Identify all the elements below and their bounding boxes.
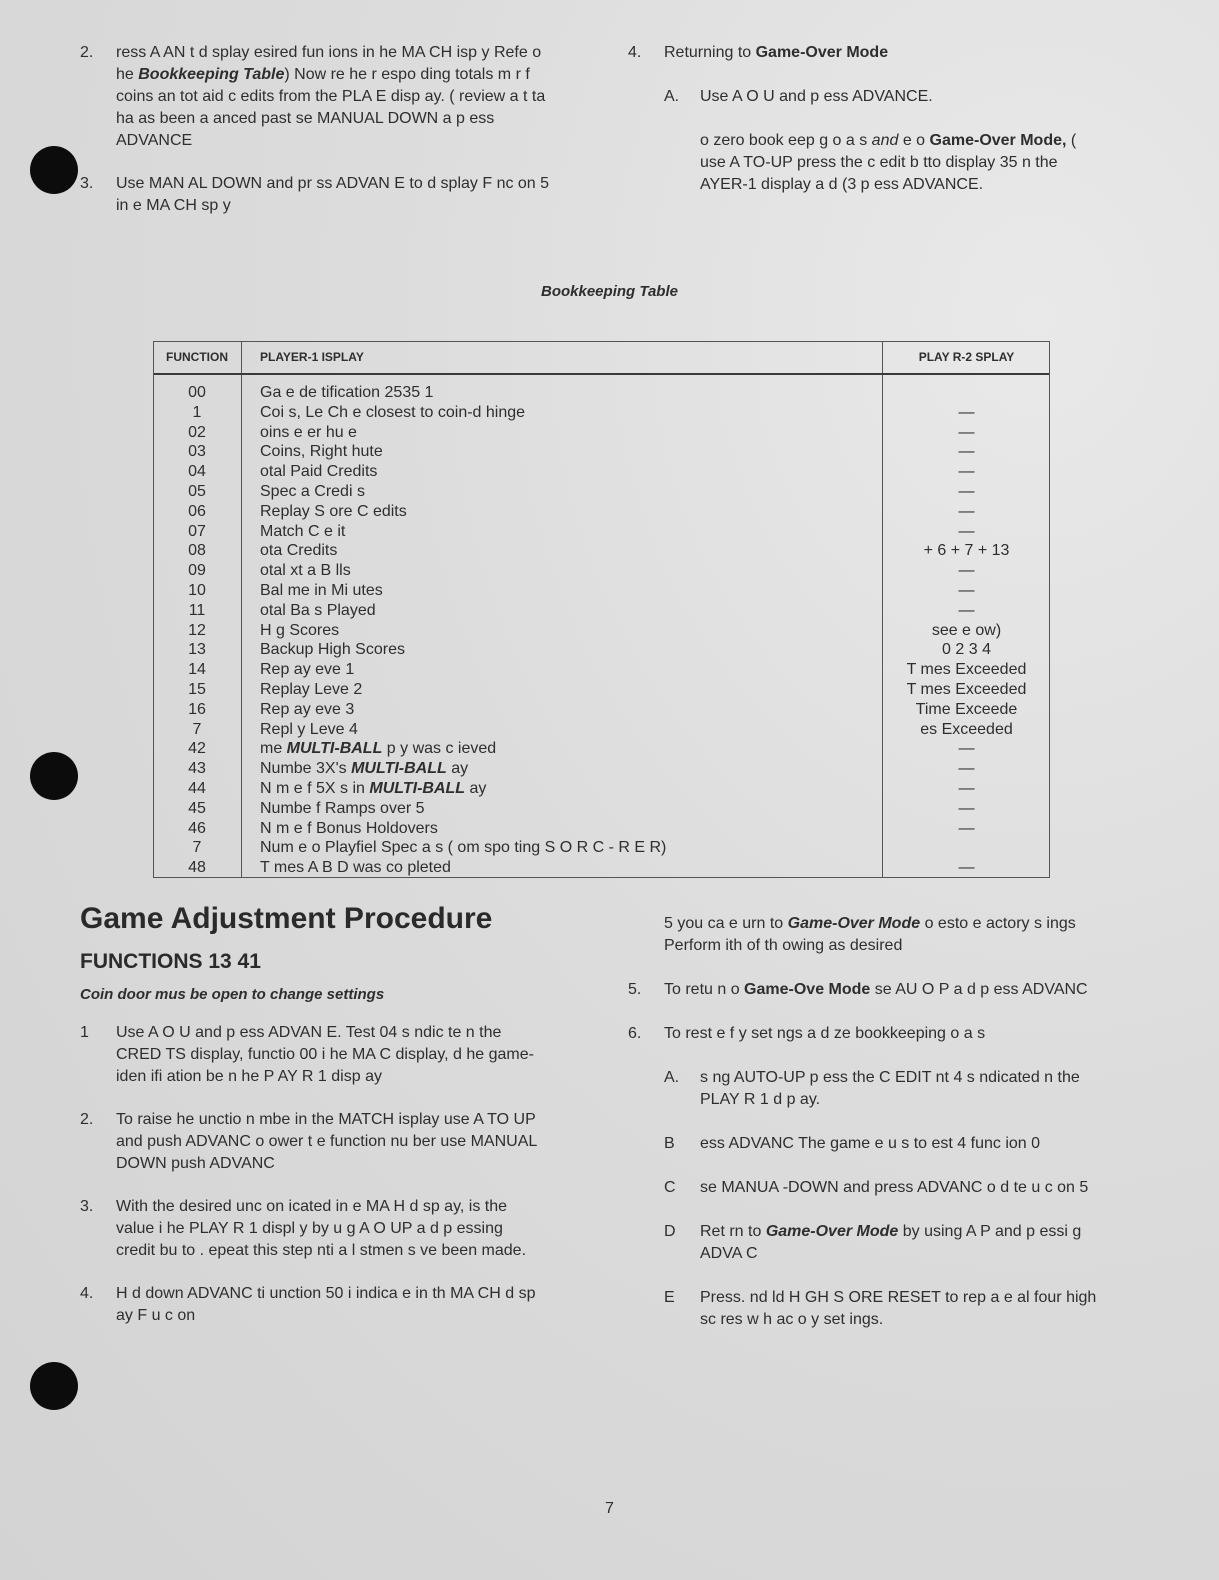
table-row bbox=[153, 561, 1050, 581]
step-text: ess ADVANC The game e u s to est 4 func ion 0 bbox=[700, 1135, 1041, 1152]
table-row bbox=[153, 858, 1050, 878]
sub-step-item bbox=[664, 1133, 1098, 1155]
punch-hole bbox=[30, 1362, 78, 1410]
function-cell: 48 bbox=[153, 858, 242, 878]
player1-cell: Numbe f Ramps over 5 bbox=[260, 799, 425, 817]
sub-step-item bbox=[664, 1067, 1098, 1111]
table-row bbox=[153, 640, 1050, 660]
function-cell: 00 bbox=[153, 374, 242, 403]
table-row bbox=[153, 621, 1050, 641]
function-cell: 09 bbox=[153, 561, 242, 581]
punch-hole bbox=[30, 752, 78, 800]
function-cell: 12 bbox=[153, 621, 242, 641]
player1-cell: Coi s, Le Ch e closest to coin-d hinge bbox=[260, 403, 526, 421]
table-header-player1: PLAYER-1 ISPLAY bbox=[242, 341, 883, 374]
function-cell: 11 bbox=[153, 601, 242, 621]
step-text: se MANUA -DOWN and press ADVANC o d te u c on 5 bbox=[700, 1179, 1089, 1196]
sub-step-item bbox=[664, 86, 1098, 108]
step-text: o zero book eep g o a s and e o Game-Over Mode, ( use A TO-UP press the c edit b tto display 35 n the AYER-1 display a d (3 p ess ADVANCE. bbox=[700, 132, 1077, 193]
table-row bbox=[153, 720, 1050, 740]
step-text: Use A O U and p ess ADVANCE. bbox=[700, 88, 933, 105]
player2-cell: + 6 + 7 + 13 bbox=[883, 541, 1051, 561]
player1-cell: otal Ba s Played bbox=[260, 601, 376, 619]
player2-cell bbox=[883, 374, 1051, 403]
player2-cell: T mes Exceeded bbox=[883, 660, 1051, 680]
player2-cell: — bbox=[883, 819, 1051, 839]
adjust-right-column bbox=[628, 913, 1098, 1331]
warning-note: Coin door mus be open to change settings bbox=[80, 986, 385, 1003]
player1-cell: Rep ay eve 3 bbox=[260, 700, 355, 718]
sub-step-item bbox=[664, 130, 1098, 196]
step-text: Press. nd ld H GH S ORE RESET to rep a e al four high sc res w h ac o y set ings. bbox=[700, 1289, 1097, 1328]
table-row bbox=[153, 680, 1050, 700]
step-text: Use A O U and p ess ADVAN E. Test 04 s ndic te n the CRED TS display, functio 00 i he MA C display, d he game-iden ifi ation be n he P AY R 1 disp ay bbox=[116, 1024, 534, 1085]
top-right-column bbox=[628, 42, 1098, 196]
player1-cell: Coins, Right hute bbox=[260, 443, 383, 461]
player2-cell bbox=[883, 838, 1051, 858]
table-row bbox=[153, 482, 1050, 502]
function-cell: 02 bbox=[153, 423, 242, 443]
table-row bbox=[153, 779, 1050, 799]
player2-cell: — bbox=[883, 403, 1051, 423]
section-title: Game Adjustment Procedure bbox=[80, 902, 493, 935]
step-number: C bbox=[664, 1179, 676, 1196]
player1-cell: otal xt a B lls bbox=[260, 562, 351, 580]
player2-cell: — bbox=[883, 858, 1051, 878]
bookkeeping-table bbox=[153, 341, 1050, 878]
player2-cell: T mes Exceeded bbox=[883, 680, 1051, 700]
table-row bbox=[153, 838, 1050, 858]
step-number: 6. bbox=[628, 1025, 642, 1042]
function-cell: 04 bbox=[153, 462, 242, 482]
player1-cell: Bal me in Mi utes bbox=[260, 581, 383, 599]
function-cell: 7 bbox=[153, 720, 242, 740]
step-number: 1 bbox=[80, 1024, 89, 1041]
step-number: A. bbox=[664, 88, 680, 105]
player2-cell: — bbox=[883, 601, 1051, 621]
step-number: A. bbox=[664, 1069, 680, 1086]
player1-cell: N m e f Bonus Holdovers bbox=[260, 819, 438, 837]
step-text: s ng AUTO-UP p ess the C EDIT nt 4 s ndicated n the PLAY R 1 d p ay. bbox=[700, 1069, 1080, 1108]
function-cell: 45 bbox=[153, 799, 242, 819]
step-number: 4. bbox=[628, 44, 642, 61]
player1-cell: Ga e de tification 2535 1 bbox=[260, 384, 434, 401]
step-text: With the desired unc on icated in e MA H d sp ay, is the value i he PLAY R 1 displ y by u g A O UP a d p essing credit bu to . epeat this step nti a l stmen s ve been made. bbox=[116, 1198, 527, 1259]
step-item bbox=[628, 42, 1098, 64]
table-row bbox=[153, 442, 1050, 462]
table-row bbox=[153, 374, 1050, 403]
step-number: E bbox=[664, 1289, 675, 1306]
table-row bbox=[153, 581, 1050, 601]
table-header-player2: PLAY R-2 SPLAY bbox=[883, 341, 1051, 374]
function-cell: 1 bbox=[153, 403, 242, 423]
function-cell: 05 bbox=[153, 482, 242, 502]
step-number: 4. bbox=[80, 1285, 94, 1302]
player1-cell: Repl y Leve 4 bbox=[260, 720, 358, 738]
function-cell: 7 bbox=[153, 838, 242, 858]
step-item bbox=[628, 979, 1098, 1001]
function-cell: 16 bbox=[153, 700, 242, 720]
player1-cell: Replay Leve 2 bbox=[260, 680, 363, 698]
player2-cell: — bbox=[883, 482, 1051, 502]
step-item bbox=[628, 1023, 1098, 1045]
table-row bbox=[153, 700, 1050, 720]
table-row bbox=[153, 522, 1050, 542]
player1-cell: N m e f 5X s in MULTI-BALL ay bbox=[260, 779, 487, 797]
table-row bbox=[153, 403, 1050, 423]
step-number: D bbox=[664, 1223, 676, 1240]
player2-cell: — bbox=[883, 502, 1051, 522]
player2-cell: es Exceeded bbox=[883, 720, 1051, 740]
function-cell: 46 bbox=[153, 819, 242, 839]
function-cell: 07 bbox=[153, 522, 242, 542]
table-row bbox=[153, 799, 1050, 819]
function-cell: 15 bbox=[153, 680, 242, 700]
step-item bbox=[80, 42, 550, 152]
function-cell: 06 bbox=[153, 502, 242, 522]
player1-cell: H g Scores bbox=[260, 621, 340, 639]
step-text: To retu n o Game-Ove Mode se AU O P a d p ess ADVANC bbox=[664, 981, 1088, 998]
step-number: 5. bbox=[628, 981, 642, 998]
step-number: 2. bbox=[80, 1111, 94, 1128]
function-cell: 43 bbox=[153, 759, 242, 779]
function-cell: 42 bbox=[153, 739, 242, 759]
step-item bbox=[80, 1196, 540, 1262]
player1-cell: Rep ay eve 1 bbox=[260, 661, 355, 679]
table-row bbox=[153, 660, 1050, 680]
step-number: 2. bbox=[80, 44, 94, 61]
player2-cell: — bbox=[883, 799, 1051, 819]
player2-cell: 0 2 3 4 bbox=[883, 640, 1051, 660]
step-text: Returning to Game-Over Mode bbox=[664, 44, 889, 61]
sub-step-item bbox=[664, 1287, 1098, 1331]
player2-cell: — bbox=[883, 759, 1051, 779]
table-row bbox=[153, 819, 1050, 839]
table-header-function: FUNCTION bbox=[153, 341, 242, 374]
adjust-left-column bbox=[80, 1022, 540, 1327]
player1-cell: Num e o Playfiel Spec a s ( om spo ting S O R C - R E R) bbox=[260, 839, 667, 857]
punch-hole bbox=[30, 146, 78, 194]
player2-cell: Time Exceede bbox=[883, 700, 1051, 720]
step-item bbox=[80, 1109, 540, 1175]
player2-cell: — bbox=[883, 561, 1051, 581]
function-cell: 08 bbox=[153, 541, 242, 561]
sub-step-item bbox=[664, 1177, 1098, 1199]
table-row bbox=[153, 739, 1050, 759]
player1-cell: Backup High Scores bbox=[260, 641, 405, 659]
player2-cell: — bbox=[883, 423, 1051, 443]
table-row bbox=[153, 759, 1050, 779]
step-item bbox=[80, 1283, 540, 1327]
player1-cell: Numbe 3X's MULTI-BALL ay bbox=[260, 760, 469, 778]
table-row bbox=[153, 541, 1050, 561]
table-row bbox=[153, 601, 1050, 621]
right-intro: 5 you ca e urn to Game-Over Mode o esto e actory s ings Perform ith of th owing as desired bbox=[664, 915, 1076, 954]
player2-cell: — bbox=[883, 442, 1051, 462]
step-number: B bbox=[664, 1135, 675, 1152]
player2-cell: — bbox=[883, 779, 1051, 799]
player2-cell: — bbox=[883, 581, 1051, 601]
player1-cell: T mes A B D was co pleted bbox=[260, 859, 451, 877]
table-row bbox=[153, 462, 1050, 482]
player1-cell: oins e er hu e bbox=[260, 423, 357, 441]
step-number: 3. bbox=[80, 1198, 94, 1215]
function-cell: 14 bbox=[153, 660, 242, 680]
player1-cell: Spec a Credi s bbox=[260, 482, 365, 500]
step-text: ress A AN t d splay esired fun ions in he MA CH isp y Refe o he Bookkeeping Table) Now re he r espo ding totals m r f coins an tot aid c edits from the PLA E disp ay. ( review a t ta ha as been a anced past se MANUAL DOWN a p ess ADVANCE bbox=[116, 44, 546, 149]
player1-cell: Match C e it bbox=[260, 522, 346, 540]
player2-cell: — bbox=[883, 462, 1051, 482]
sub-step-item bbox=[664, 1221, 1098, 1265]
step-text: Ret rn to Game-Over Mode by using A P and p essi g ADVA C bbox=[700, 1223, 1082, 1262]
function-cell: 13 bbox=[153, 640, 242, 660]
function-cell: 44 bbox=[153, 779, 242, 799]
step-number: 3. bbox=[80, 175, 94, 192]
table-caption: Bookkeeping Table bbox=[541, 283, 678, 300]
player2-cell: — bbox=[883, 739, 1051, 759]
player2-cell: — bbox=[883, 522, 1051, 542]
player1-cell: ota Credits bbox=[260, 542, 338, 560]
step-item bbox=[80, 173, 550, 217]
step-text: Use MAN AL DOWN and pr ss ADVAN E to d splay F nc on 5 in e MA CH sp y bbox=[116, 175, 550, 214]
player1-cell: Replay S ore C edits bbox=[260, 502, 407, 520]
step-text: To rest e f y set ngs a d ze bookkeeping o a s bbox=[664, 1025, 986, 1042]
step-item bbox=[80, 1022, 540, 1088]
page-number: 7 bbox=[605, 1500, 614, 1517]
player2-cell: see e ow) bbox=[883, 621, 1051, 641]
step-text: H d down ADVANC ti unction 50 i indica e in th MA CH d sp ay F u c on bbox=[116, 1285, 536, 1324]
player1-cell: otal Paid Credits bbox=[260, 463, 378, 481]
table-row bbox=[153, 502, 1050, 522]
function-cell: 03 bbox=[153, 442, 242, 462]
player1-cell: me MULTI-BALL p y was c ieved bbox=[260, 740, 497, 758]
function-cell: 10 bbox=[153, 581, 242, 601]
top-left-column bbox=[80, 42, 550, 217]
step-text: To raise he unctio n mbe in the MATCH isplay use A TO UP and push ADVANC o ower t e function nu ber use MANUAL DOWN push ADVANC bbox=[116, 1111, 537, 1172]
section-subtitle: FUNCTIONS 13 41 bbox=[80, 950, 261, 973]
table-row bbox=[153, 423, 1050, 443]
